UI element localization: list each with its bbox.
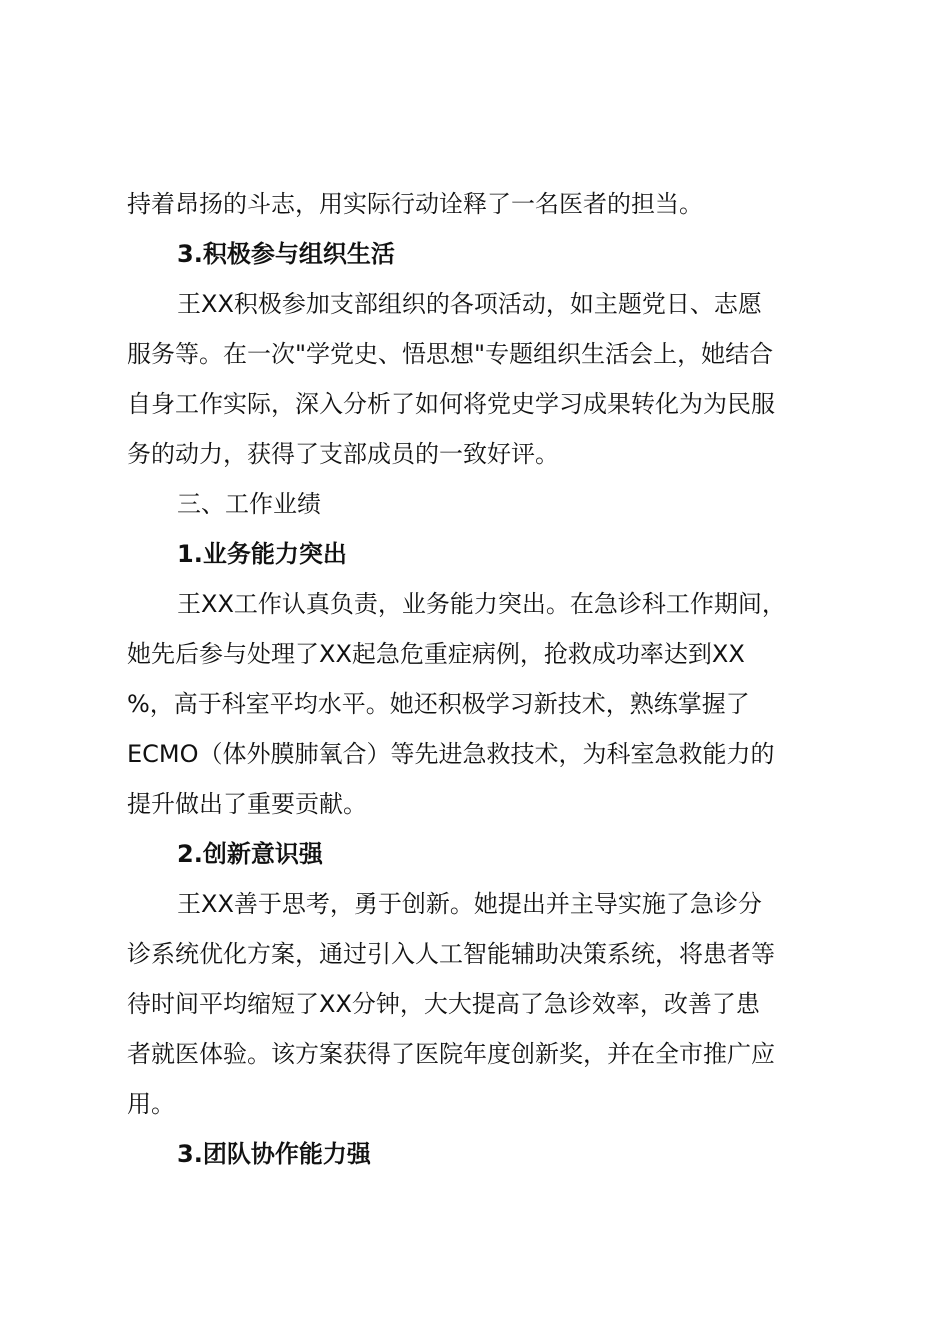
subsection-heading: 2.创新意识强 [177, 840, 323, 868]
subsection-heading: 1.业务能力突出 [177, 540, 347, 568]
paragraph-line: 持着昂扬的斗志，用实际行动诠释了一名医者的担当。 [127, 190, 703, 218]
subsection-heading: 3.积极参与组织生活 [177, 240, 395, 268]
paragraph-line: %，高于科室平均水平。她还积极学习新技术，熟练掌握了 [127, 690, 750, 718]
paragraph-line: 王XX工作认真负责，业务能力突出。在急诊科工作期间， [177, 590, 786, 618]
paragraph-line: 者就医体验。该方案获得了医院年度创新奖，并在全市推广应 [127, 1040, 775, 1068]
paragraph-line: 待时间平均缩短了XX分钟，大大提高了急诊效率，改善了患 [127, 990, 760, 1018]
paragraph-line: 诊系统优化方案，通过引入人工智能辅助决策系统，将患者等 [127, 940, 775, 968]
paragraph-line: 用。 [127, 1090, 175, 1118]
paragraph-line: 她先后参与处理了XX起急危重症病例，抢救成功率达到XX [127, 640, 745, 668]
paragraph-line: 务的动力，获得了支部成员的一致好评。 [127, 440, 559, 468]
paragraph-line: 王XX积极参加支部组织的各项活动，如主题党日、志愿 [177, 290, 762, 318]
subsection-heading: 3.团队协作能力强 [177, 1140, 371, 1168]
paragraph-line: ECMO（体外膜肺氧合）等先进急救技术，为科室急救能力的 [127, 740, 775, 768]
paragraph-line: 提升做出了重要贡献。 [127, 790, 367, 818]
paragraph-line: 服务等。在一次"学党史、悟思想"专题组织生活会上，她结合 [127, 340, 774, 368]
section-heading: 三、工作业绩 [177, 490, 321, 518]
paragraph-line: 自身工作实际，深入分析了如何将党史学习成果转化为为民服 [127, 390, 775, 418]
paragraph-line: 王XX善于思考，勇于创新。她提出并主导实施了急诊分 [177, 890, 762, 918]
